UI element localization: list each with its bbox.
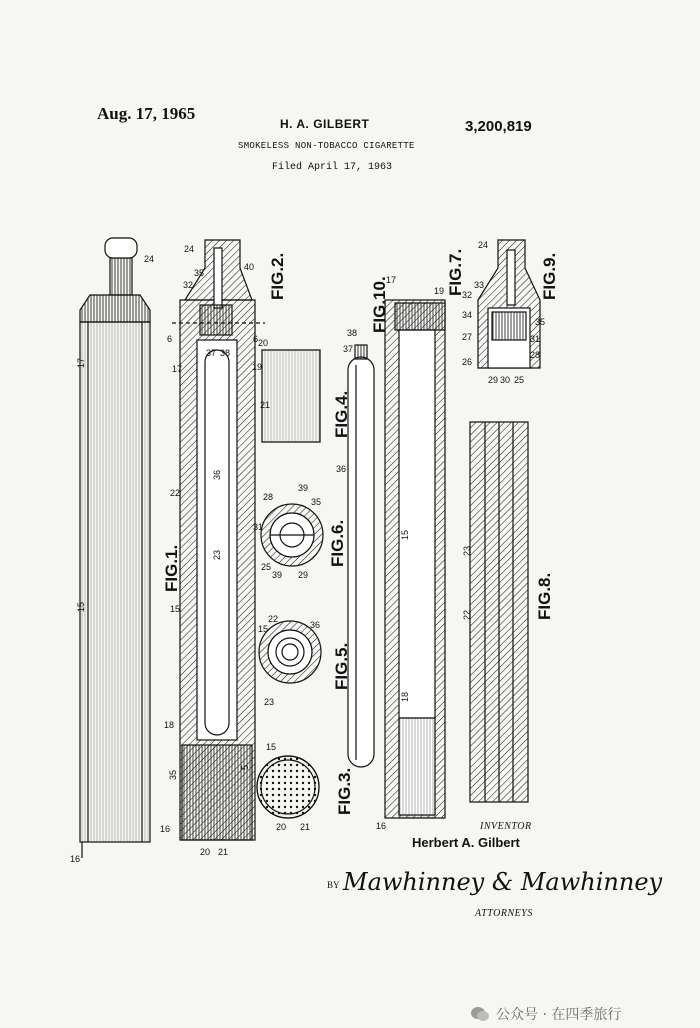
fig2-label: FIG.2. [268, 252, 287, 300]
ref-numeral: 26 [462, 357, 473, 367]
ref-numeral: 22 [268, 614, 279, 624]
ref-numeral: 15 [266, 742, 277, 752]
by-label: BY [327, 880, 340, 890]
ref-numeral: 39 [298, 483, 309, 493]
ref-numeral: 16 [160, 824, 171, 834]
ref-numeral: 36 [336, 464, 347, 474]
fig1-drawing [80, 238, 150, 858]
ref-numeral: 36 [212, 469, 222, 480]
ref-numeral: 38 [220, 348, 231, 358]
inventor-label: INVENTOR [480, 821, 532, 832]
fig2-drawing [172, 240, 265, 840]
inventor-header: H. A. GILBERT [280, 117, 370, 131]
ref-numeral: 18 [400, 691, 410, 702]
ref-numeral: 22 [462, 609, 472, 620]
watermark-text: 公众号 · 在四季旅行 [496, 1007, 622, 1023]
ref-numeral: 20 [276, 822, 287, 832]
ref-numeral: 34 [462, 310, 473, 320]
ref-numeral: 24 [144, 254, 155, 264]
ref-numeral: 24 [184, 244, 195, 254]
ref-numeral: 15 [76, 601, 86, 612]
watermark [470, 1004, 621, 1024]
ref-numeral: 23 [212, 549, 222, 560]
ref-numeral: 5 [240, 764, 250, 770]
fig1-label: FIG.1. [162, 544, 181, 592]
patent-number: 3,200,819 [465, 118, 532, 135]
fig5-label: FIG.5. [332, 642, 351, 690]
fig8-drawing [470, 422, 528, 802]
fig6-drawing [261, 504, 323, 566]
ref-numeral: 35 [168, 769, 178, 780]
fig4-drawing [262, 350, 320, 442]
ref-numeral: 17 [386, 275, 397, 285]
ref-numeral: 21 [218, 847, 229, 857]
ref-numeral: 32 [462, 290, 473, 300]
ref-numeral: 35 [194, 268, 205, 278]
ref-numeral: 19 [434, 286, 445, 296]
ref-numeral: 15 [258, 624, 269, 634]
inventor-full-name: Herbert A. Gilbert [412, 835, 520, 850]
ref-numeral: 6 [167, 334, 173, 344]
ref-numeral: 6 [253, 334, 259, 344]
fig5-drawing [259, 621, 321, 683]
ref-numeral: 21 [300, 822, 311, 832]
ref-numeral: 16 [70, 854, 81, 864]
fig6-label: FIG.6. [328, 519, 347, 567]
ref-numeral: 18 [164, 720, 175, 730]
ref-numeral: 30 [500, 375, 511, 385]
ref-numeral: 28 [530, 350, 541, 360]
ref-numeral: 31 [530, 334, 541, 344]
ref-numeral: 33 [474, 280, 485, 290]
ref-numeral: 20 [200, 847, 211, 857]
patent-date: Aug. 17, 1965 [97, 104, 196, 123]
ref-numeral: 40 [244, 262, 255, 272]
ref-numeral: 15 [170, 604, 181, 614]
filed-date: Filed April 17, 1963 [272, 162, 393, 173]
ref-numeral: 35 [311, 497, 322, 507]
fig7-label: FIG.7. [446, 248, 465, 296]
fig4-label: FIG.4. [332, 390, 351, 438]
fig3-label: FIG.3. [335, 767, 354, 815]
ref-numeral: 29 [298, 570, 309, 580]
ref-numeral: 32 [183, 280, 194, 290]
ref-numeral: 37 [206, 348, 217, 358]
ref-numeral: 19 [252, 362, 263, 372]
fig9-label: FIG.9. [540, 252, 559, 300]
fig10-label: FIG.10. [370, 276, 389, 333]
ref-numeral: 16 [376, 821, 387, 831]
fig7-drawing [385, 300, 445, 818]
fig3-drawing [257, 756, 319, 818]
ref-numeral: 25 [514, 375, 525, 385]
ref-numeral: 15 [400, 529, 410, 540]
ref-numeral: 22 [170, 488, 181, 498]
ref-numeral: 24 [478, 240, 489, 250]
ref-numeral: 23 [462, 545, 472, 556]
fig8-label: FIG.8. [535, 572, 554, 620]
fig10-drawing [348, 345, 374, 767]
ref-numeral: 17 [172, 364, 183, 374]
ref-numeral: 37 [343, 344, 354, 354]
ref-numeral: 27 [462, 332, 473, 342]
patent-title: SMOKELESS NON-TOBACCO CIGARETTE [238, 141, 415, 151]
ref-numeral: 31 [253, 522, 264, 532]
ref-numeral: 35 [535, 317, 546, 327]
ref-numeral: 20 [258, 338, 269, 348]
attorneys-label: ATTORNEYS [475, 908, 533, 919]
ref-numeral: 29 [488, 375, 499, 385]
fig9-drawing [478, 240, 540, 368]
ref-numeral: 21 [260, 400, 271, 410]
wechat-icon [470, 1006, 490, 1022]
ref-numeral: 36 [310, 620, 321, 630]
ref-numeral: 28 [263, 492, 274, 502]
attorneys-signature: Mawhinney & Mawhinney [343, 868, 663, 896]
ref-numeral: 39 [272, 570, 283, 580]
ref-numeral: 38 [347, 328, 358, 338]
ref-numeral: 17 [76, 357, 86, 368]
ref-numeral: 25 [261, 562, 272, 572]
ref-numeral: 23 [264, 697, 275, 707]
